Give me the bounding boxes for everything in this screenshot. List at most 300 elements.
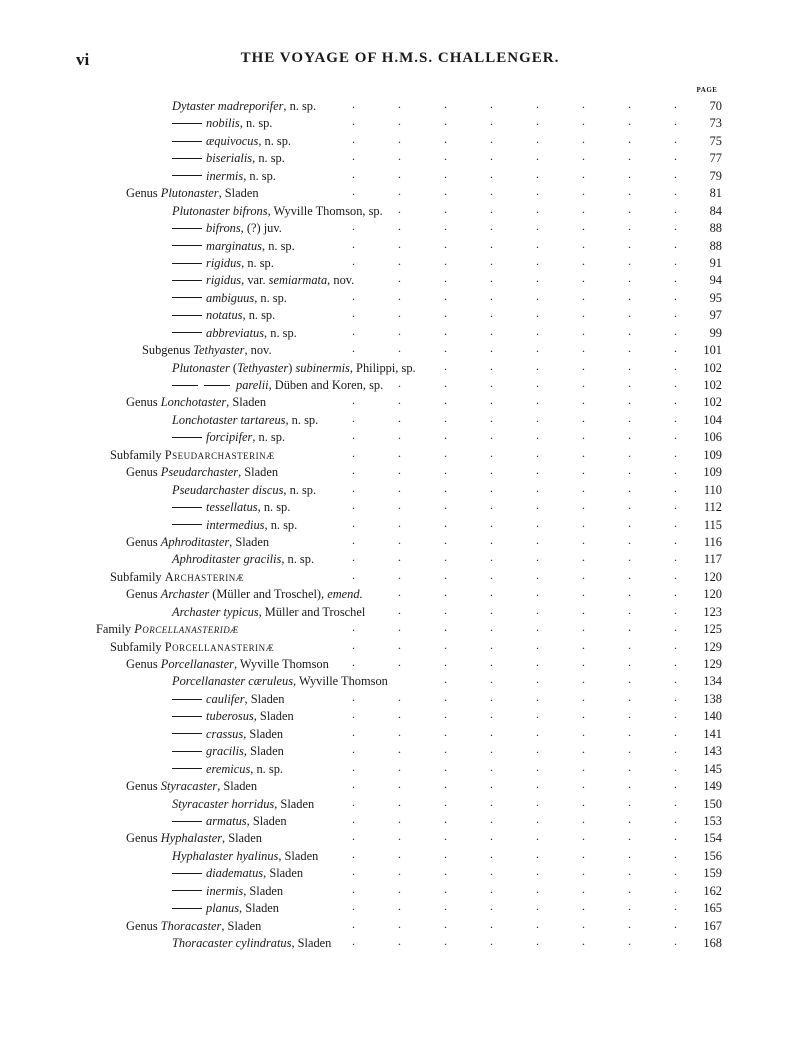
toc-entry-text [126, 185, 259, 202]
leader-dot: . [490, 672, 493, 687]
leader-dot: . [352, 114, 355, 129]
leader-dot: . [490, 811, 493, 826]
page-ref: 70 [709, 99, 722, 113]
leader-dot: . [444, 550, 447, 565]
leader-dot: . [582, 550, 585, 565]
leader-dot: . [352, 498, 355, 513]
leader-dot: . [674, 829, 677, 844]
leader-dot: . [582, 288, 585, 303]
toc-row [0, 848, 800, 865]
ditto-dash [172, 873, 202, 874]
leader-dot: . [674, 881, 677, 896]
leader-dot: . [444, 219, 447, 234]
leader-dot: . [628, 585, 631, 600]
leader-dot: . [536, 410, 539, 425]
leader-dots [0, 464, 800, 481]
toc-entry-text [126, 394, 266, 411]
taxon-name: nobilis [206, 116, 240, 131]
toc-entry-text [172, 883, 283, 900]
leader-dot: . [490, 166, 493, 181]
leader-dot: . [674, 794, 677, 809]
taxon-name: Plutonaster [160, 186, 219, 201]
leader-dot: . [674, 288, 677, 303]
page-ref: 120 [703, 587, 722, 602]
leader-dot: . [352, 934, 355, 948]
leader-dot: . [582, 811, 585, 826]
page-ref: 102 [703, 395, 722, 410]
ditto-dash [172, 437, 202, 438]
toc-row [0, 569, 800, 586]
leader-dot: . [582, 253, 585, 268]
leader-dot: . [582, 916, 585, 931]
toc-row [0, 412, 800, 429]
leader-dot: . [674, 655, 677, 669]
leader-dot: . [490, 759, 493, 774]
leader-dot: . [536, 707, 539, 722]
leader-dot: . [536, 236, 539, 251]
entry-author: , Philippi, sp. [349, 360, 416, 375]
leader-dots [0, 865, 800, 882]
leader-dot: . [490, 184, 493, 199]
leader-dot: . [444, 777, 447, 792]
entry-author: , Sladen [244, 691, 285, 706]
leader-dot: . [674, 393, 677, 408]
leader-dot: . [444, 97, 447, 111]
leader-dots [0, 133, 800, 150]
toc-row [0, 726, 800, 743]
toc-row [0, 761, 800, 778]
leader-dot: . [536, 899, 539, 914]
toc-entry-text [110, 447, 275, 464]
leader-dot: . [352, 794, 355, 809]
leader-dot: . [536, 829, 539, 844]
leader-dot: . [674, 532, 677, 547]
leader-dot: . [490, 306, 493, 321]
leader-dot: . [398, 376, 401, 390]
leader-dot: . [490, 724, 493, 739]
leader-dot: . [398, 463, 401, 478]
taxon-name: bifrons [206, 221, 241, 236]
leader-dot: . [674, 707, 677, 722]
leader-dot: . [352, 166, 355, 181]
leader-dot: . [674, 899, 677, 914]
leader-dot: . [490, 428, 493, 443]
leader-dot: . [582, 846, 585, 861]
page-ref: 84 [709, 203, 722, 218]
leader-dot: . [490, 829, 493, 844]
entry-prefix: Genus [126, 465, 161, 480]
leader-dot: . [444, 916, 447, 931]
leader-dot: . [398, 480, 401, 495]
entry-author: , Sladen [243, 726, 284, 741]
page-ref: 88 [709, 221, 722, 236]
leader-dots [0, 168, 800, 185]
leader-dot: . [628, 480, 631, 495]
toc-row [0, 621, 800, 638]
leader-dot: . [536, 97, 539, 111]
leader-dot: . [582, 515, 585, 530]
page-ref: 115 [703, 517, 722, 532]
leader-dot: . [582, 620, 585, 635]
leader-dot: . [352, 916, 355, 931]
leader-dot: . [582, 463, 585, 478]
leader-dot: . [398, 742, 401, 757]
leader-dot: . [444, 689, 447, 704]
leader-dot: . [398, 114, 401, 129]
toc-row [0, 342, 800, 359]
leader-dot: . [490, 376, 493, 390]
entry-author: , n. sp. [257, 500, 291, 515]
toc-entry-text [172, 743, 284, 760]
leader-dot: . [674, 724, 677, 739]
toc-row [0, 796, 800, 813]
entry-author: , n. sp. [252, 430, 286, 445]
toc-row [0, 743, 800, 760]
leader-dot: . [582, 602, 585, 617]
leader-dot: . [444, 306, 447, 321]
leader-dot: . [582, 724, 585, 739]
leader-dot: . [444, 637, 447, 652]
leader-dot: . [536, 131, 539, 146]
leader-dot: . [628, 376, 631, 390]
entry-prefix: Genus [126, 534, 161, 549]
leader-dot: . [398, 899, 401, 914]
leader-dot: . [398, 881, 401, 896]
page-ref: 167 [703, 918, 722, 933]
toc-entry-text [172, 900, 279, 917]
ditto-dash [172, 699, 202, 700]
leader-dot: . [628, 463, 631, 478]
leader-dots [0, 743, 800, 760]
toc-row [0, 639, 800, 656]
page-ref: 145 [703, 761, 722, 776]
leader-dot: . [628, 707, 631, 722]
leader-dot: . [536, 498, 539, 513]
leader-dot: . [398, 811, 401, 826]
page-ref: 110 [703, 482, 722, 497]
leader-dot: . [582, 131, 585, 146]
leader-dot: . [398, 236, 401, 251]
leader-dot: . [490, 550, 493, 565]
taxon-name: Archaster [160, 587, 210, 602]
leader-dot: . [398, 759, 401, 774]
leader-dot: . [352, 689, 355, 704]
entry-author: , var. [241, 273, 269, 288]
leader-dot: . [582, 934, 585, 948]
page-ref: 116 [703, 534, 722, 549]
toc-entry-text [172, 482, 316, 499]
leader-dot: . [674, 864, 677, 879]
entry-author: , n. sp. [285, 412, 319, 427]
leader-dot: . [490, 864, 493, 879]
leader-dot: . [582, 149, 585, 164]
toc-row [0, 203, 800, 220]
entry-author: , Sladen [229, 534, 270, 549]
leader-dot: . [536, 934, 539, 948]
leader-dots [0, 673, 800, 690]
leader-dots [0, 482, 800, 499]
leader-dot: . [398, 149, 401, 164]
taxon-name: diadematus [206, 866, 264, 881]
leader-dot: . [444, 428, 447, 443]
toc-entry-text [172, 551, 314, 568]
leader-dot: . [352, 288, 355, 303]
leader-dot: . [398, 184, 401, 199]
leader-dot: . [582, 201, 585, 216]
toc-row [0, 656, 800, 673]
leader-dot: . [628, 724, 631, 739]
leader-dot: . [444, 934, 447, 948]
leader-dot: . [352, 829, 355, 844]
toc-row [0, 325, 800, 342]
leader-dots [0, 429, 800, 446]
leader-dot: . [536, 149, 539, 164]
entry-author: , (?) juv. [240, 221, 282, 236]
taxon-name: Tethyaster [193, 343, 245, 358]
page-ref: 101 [703, 343, 722, 358]
leader-dot: . [398, 655, 401, 669]
leader-dots [0, 586, 800, 603]
leader-dot: . [490, 271, 493, 286]
entry-prefix: Subgenus [142, 343, 194, 358]
entry-author: , Sladen [239, 901, 279, 916]
leader-dot: . [490, 934, 493, 948]
leader-dot: . [352, 742, 355, 757]
taxon-name: Archasterinæ [164, 569, 245, 584]
ditto-dash [172, 123, 202, 124]
toc-row [0, 447, 800, 464]
entry-prefix: Genus [126, 395, 161, 410]
leader-dot: . [352, 184, 355, 199]
leader-dot: . [674, 358, 677, 373]
leader-dot: . [444, 515, 447, 530]
leader-dot: . [444, 585, 447, 600]
running-title: THE VOYAGE OF H.M.S. CHALLENGER. [240, 50, 560, 66]
ditto-dash [172, 768, 202, 769]
page-ref: 149 [703, 779, 722, 794]
leader-dot: . [582, 428, 585, 443]
toc-entry-text [172, 98, 316, 115]
entry-author: , Sladen [221, 918, 262, 933]
leader-dot: . [674, 515, 677, 530]
ditto-dash [172, 733, 202, 734]
page-ref: 112 [703, 500, 722, 515]
leader-dot: . [536, 567, 539, 582]
leader-dot: . [398, 934, 401, 948]
page-ref: 168 [703, 936, 722, 950]
toc-entry-text [172, 360, 416, 377]
leader-dot: . [352, 480, 355, 495]
leader-dot: . [398, 864, 401, 879]
leader-dot: . [582, 184, 585, 199]
leader-dot: . [444, 724, 447, 739]
leader-dot: . [628, 532, 631, 547]
page-ref: 129 [703, 639, 722, 654]
entry-author: , n. sp. [252, 151, 285, 166]
entry-author: ) [288, 360, 296, 375]
leader-dot: . [582, 445, 585, 460]
leader-dot: . [444, 445, 447, 460]
leader-dot: . [398, 253, 401, 268]
leader-dot: . [536, 166, 539, 181]
taxon-name: Hyphalaster hyalinus [172, 848, 279, 863]
taxon-name: Styracaster horridus [172, 796, 275, 811]
entry-author: , Sladen [291, 936, 332, 950]
leader-dot: . [582, 166, 585, 181]
leader-dot: . [352, 131, 355, 146]
ditto-dash [172, 751, 202, 752]
entry-author: , n. sp. [243, 168, 276, 183]
leader-dots [0, 220, 800, 237]
leader-dot: . [536, 811, 539, 826]
leader-dot: . [536, 445, 539, 460]
leader-dots [0, 394, 800, 411]
taxon-name: Pseudarchaster [160, 465, 239, 480]
taxon-name: abbreviatus [206, 325, 265, 340]
toc-row [0, 429, 800, 446]
entry-author: , Düben and Koren, sp. [268, 378, 384, 392]
taxon-name: marginatus [206, 238, 262, 253]
leader-dots [0, 377, 800, 394]
leader-dot: . [352, 97, 355, 111]
entry-author: , Sladen [278, 848, 319, 863]
toc-row [0, 586, 800, 603]
leader-dot: . [444, 114, 447, 129]
ditto-dash [172, 332, 202, 333]
ditto-dash [172, 890, 202, 891]
page-ref: 73 [709, 116, 722, 131]
toc-row [0, 708, 800, 725]
leader-dot: . [352, 306, 355, 321]
toc-entry-text [172, 499, 290, 516]
leader-dot: . [398, 219, 401, 234]
leader-dot: . [352, 219, 355, 234]
leader-dot: . [398, 724, 401, 739]
toc-entry-text [172, 377, 383, 394]
leader-dot: . [582, 480, 585, 495]
leader-dot: . [444, 149, 447, 164]
page-ref: 102 [703, 378, 722, 392]
toc-entry-text [172, 168, 276, 185]
leader-dot: . [674, 777, 677, 792]
leader-dot: . [490, 515, 493, 530]
leader-dot: . [352, 777, 355, 792]
leader-dot: . [536, 393, 539, 408]
leader-dot: . [398, 916, 401, 931]
leader-dot: . [536, 480, 539, 495]
ditto-dash [172, 315, 202, 316]
leader-dot: . [628, 131, 631, 146]
leader-dots [0, 115, 800, 132]
leader-dot: . [582, 219, 585, 234]
leader-dot: . [398, 532, 401, 547]
entry-author: , nov. [244, 343, 272, 358]
leader-dot: . [536, 759, 539, 774]
leader-dot: . [352, 759, 355, 774]
entry-author: , Sladen [243, 883, 284, 898]
leader-dot: . [628, 794, 631, 809]
toc-row [0, 673, 800, 690]
leader-dot: . [674, 602, 677, 617]
page-number: vi [76, 50, 90, 69]
leader-dot: . [352, 567, 355, 582]
leader-dot: . [628, 149, 631, 164]
toc-entry-text [172, 203, 383, 220]
ditto-dash [172, 175, 202, 176]
taxon-name: Plutonaster [172, 360, 230, 375]
leader-dots [0, 656, 800, 673]
toc-row [0, 238, 800, 255]
leader-dot: . [444, 567, 447, 582]
leader-dot: . [398, 271, 401, 286]
leader-dot: . [352, 428, 355, 443]
entry-author: , Sladen [226, 395, 267, 410]
leader-dot: . [536, 219, 539, 234]
leader-dots [0, 203, 800, 220]
toc-entry-text [126, 918, 261, 935]
leader-dot: . [536, 306, 539, 321]
leader-dots [0, 150, 800, 167]
leader-dots [0, 185, 800, 202]
leader-dot: . [536, 376, 539, 390]
leader-dot: . [628, 253, 631, 268]
leader-dot: . [398, 846, 401, 861]
page-ref: 134 [703, 674, 722, 689]
leader-dot: . [398, 707, 401, 722]
taxon-name: rigidus [206, 255, 242, 270]
taxon-name: Pseudarchaster discus [172, 482, 284, 497]
leader-dot: . [444, 376, 447, 390]
leader-dots [0, 551, 800, 568]
leader-dot: . [490, 707, 493, 722]
taxon-name: Aphroditaster [160, 534, 230, 549]
taxon-name: Lonchotaster [160, 395, 227, 410]
entry-author: , Wyville Thomson [233, 657, 329, 671]
leader-dot: . [628, 672, 631, 687]
leader-dot: . [398, 166, 401, 181]
leader-dot: . [398, 97, 401, 111]
leader-dot: . [582, 881, 585, 896]
leader-dots [0, 935, 800, 952]
page-ref: 138 [703, 691, 722, 706]
leader-dot: . [536, 428, 539, 443]
leader-dot: . [398, 306, 401, 321]
toc-entry-text [172, 255, 274, 272]
leader-dot: . [674, 759, 677, 774]
leader-dot: . [582, 672, 585, 687]
toc-entry-text [110, 639, 274, 656]
toc-row [0, 517, 800, 534]
leader-dot: . [352, 515, 355, 530]
leader-dot: . [398, 515, 401, 530]
taxon-name: Porcellanaster cæruleus [172, 674, 294, 689]
leader-dot: . [674, 934, 677, 948]
leader-dot: . [628, 201, 631, 216]
leader-dot: . [628, 899, 631, 914]
leader-dot: . [582, 899, 585, 914]
taxon-name: armatus [206, 813, 247, 828]
leader-dots [0, 290, 800, 307]
leader-dot: . [490, 899, 493, 914]
leader-dot: . [582, 376, 585, 390]
toc-entry-text [172, 325, 297, 342]
toc-row [0, 394, 800, 411]
page-ref: 117 [703, 552, 722, 567]
ditto-dash [172, 524, 202, 525]
leader-dot: . [628, 271, 631, 286]
entry-prefix: Genus [126, 186, 161, 201]
leader-dot: . [628, 759, 631, 774]
